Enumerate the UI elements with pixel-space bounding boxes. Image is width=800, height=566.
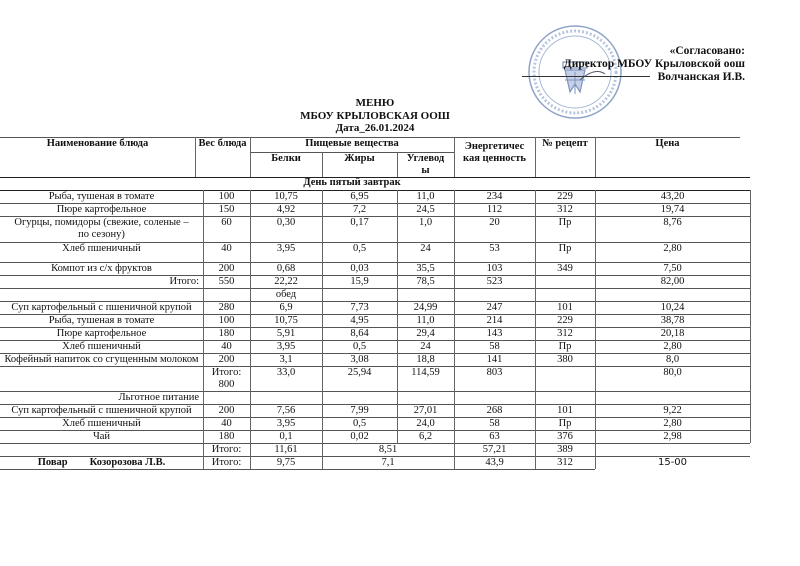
dish-name: Пюре картофельное: [56, 328, 147, 339]
dish-name: Хлеб пшеничный: [62, 418, 141, 429]
table-column-divider: [397, 301, 398, 404]
cell-weight: 200: [218, 354, 235, 365]
table-column-divider: [595, 443, 596, 456]
cell-weight: 150: [218, 204, 235, 215]
cell-fat: 7,73: [350, 302, 369, 313]
cell-protein: 10,75: [274, 315, 298, 326]
cell-energy: 112: [486, 204, 503, 215]
cell-energy: 63: [489, 431, 500, 442]
dish-name: Пюре картофельное: [56, 204, 147, 215]
cell-weight: 40: [221, 243, 232, 254]
cell-price: 10,24: [660, 302, 685, 313]
breakfast-total-price: 82,00: [660, 276, 685, 287]
dish-name: Компот из с/х фруктов: [51, 263, 152, 274]
cook-signature: [0, 457, 203, 469]
final-total-label: Итого:: [211, 457, 242, 468]
table-column-divider: [397, 404, 398, 443]
cell-fat: 8,64: [350, 328, 369, 339]
cell-carbs: 1,0: [418, 217, 433, 228]
cell-energy: 58: [489, 418, 500, 429]
table-column-divider: [454, 288, 455, 301]
section-benefit: Льготное питание: [118, 392, 199, 403]
lunch-total-weight: 800: [218, 379, 235, 390]
final-total-price: 15-00: [657, 457, 688, 468]
cell-fat: 0,5: [352, 418, 367, 429]
table-column-divider: [750, 404, 751, 443]
cell-recipe: 229: [557, 315, 573, 326]
table-column-divider: [250, 288, 251, 301]
approval-heading: «Согласовано:: [669, 45, 745, 57]
cell-price: 2,80: [663, 243, 682, 254]
lunch-total-energy: 803: [486, 367, 503, 378]
cell-protein: 0,68: [276, 263, 296, 274]
cell-weight: 40: [221, 341, 232, 352]
dish-name: Суп картофельный с пшеничной крупой: [11, 405, 192, 416]
cell-recipe: 376: [557, 431, 573, 442]
table-column-divider: [322, 190, 323, 288]
cell-carbs: 24: [420, 341, 431, 352]
cell-price: 43,20: [660, 191, 685, 202]
cell-protein: 3,1: [279, 354, 293, 365]
cell-carbs: 35,5: [416, 263, 435, 274]
cell-energy: 268: [486, 405, 503, 416]
cell-weight: 100: [218, 191, 235, 202]
cell-protein: 6,9: [279, 302, 293, 313]
table-column-divider: [203, 190, 204, 288]
table-column-divider: [595, 404, 596, 443]
cell-price: 2,80: [663, 418, 682, 429]
table-column-divider: [250, 404, 251, 443]
cell-fat: 3,08: [350, 354, 369, 365]
table-column-divider: [595, 190, 596, 288]
table-column-divider: [535, 190, 536, 288]
cell-protein: 3,95: [276, 418, 296, 429]
header-energy: Энергетичес: [464, 141, 525, 152]
cell-recipe: Пр: [558, 341, 572, 352]
cell-fat: 4,95: [350, 315, 369, 326]
cell-energy: 103: [486, 263, 503, 274]
cell-energy: 58: [489, 341, 500, 352]
dish-name: Суп картофельный с пшеничной крупой: [11, 302, 192, 313]
table-column-divider: [454, 443, 455, 456]
table-column-divider: [203, 301, 204, 404]
table-column-divider: [535, 443, 536, 456]
cell-energy: 234: [486, 191, 503, 202]
table-row-divider: [0, 288, 750, 289]
final-total-recipe: 312: [557, 457, 573, 468]
cell-protein: 7,56: [276, 405, 296, 416]
cell-recipe: 101: [557, 302, 573, 313]
benefit-total-fat-carbs: 8,51: [378, 444, 398, 455]
cell-carbs: 24,0: [416, 418, 435, 429]
cell-weight: 100: [218, 315, 235, 326]
cell-fat: 0,03: [350, 263, 369, 274]
table-column-divider: [454, 301, 455, 404]
menu-date: Дата_26.01.2024: [335, 122, 415, 134]
cell-carbs: 11,0: [416, 315, 435, 326]
header-fat: Жиры: [344, 153, 375, 164]
final-total-protein: 9,75: [276, 457, 296, 468]
table-column-divider: [203, 443, 204, 456]
cell-recipe: 229: [557, 191, 573, 202]
lunch-total-carbs: 114,59: [411, 367, 440, 378]
table-column-divider: [397, 190, 398, 288]
cell-protein: 3,95: [276, 341, 296, 352]
dish-name: Рыба, тушеная в томате: [48, 191, 155, 202]
cell-protein: 4,92: [276, 204, 296, 215]
lunch-total-label: [203, 367, 250, 391]
table-column-divider: [397, 288, 398, 301]
breakfast-total-protein: 22,22: [274, 276, 298, 287]
cell-price: 8,76: [663, 217, 682, 228]
table-column-divider: [454, 456, 455, 469]
cell-carbs: 29,4: [416, 328, 435, 339]
breakfast-row-name: [0, 217, 203, 242]
final-total-fat-carbs: 7,1: [381, 457, 395, 468]
table-column-divider: [322, 404, 323, 443]
school-title: МБОУ КРЫЛОВСКАЯ ООШ: [300, 109, 450, 122]
dish-name: Хлеб пшеничный: [62, 341, 141, 352]
table-column-divider: [322, 443, 323, 456]
approval-signer: Волчанская И.В.: [657, 71, 745, 83]
cell-fat: 7,2: [352, 204, 367, 215]
cell-carbs: 18,8: [416, 354, 435, 365]
table-column-divider: [535, 137, 536, 177]
cell-carbs: 6,2: [418, 431, 433, 442]
cell-price: 20,18: [660, 328, 685, 339]
breakfast-total-label: Итого:: [169, 276, 199, 287]
dish-name: Рыба, тушеная в томате: [48, 315, 155, 326]
lunch-total-protein: 33,0: [276, 367, 296, 378]
menu-title: МЕНЮ: [355, 97, 395, 109]
benefit-total-label: Итого:: [211, 444, 242, 455]
header-protein: Белки: [271, 153, 301, 164]
table-column-divider: [595, 301, 596, 404]
breakfast-total-energy: 523: [486, 276, 503, 287]
table-column-divider: [195, 137, 196, 177]
cell-fat: 7,99: [350, 405, 369, 416]
table-column-divider: [250, 137, 251, 177]
cell-recipe: Пр: [558, 217, 572, 228]
table-column-divider: [454, 137, 455, 177]
document-titles: [250, 97, 500, 135]
cell-recipe: Пр: [558, 243, 572, 254]
table-column-divider: [595, 288, 596, 301]
cell-price: 19,74: [660, 204, 685, 215]
cell-price: 9,22: [663, 405, 682, 416]
lunch-total-price: 80,0: [663, 367, 682, 378]
dish-name: Кофейный напиток со сгущенным молоком: [4, 354, 199, 365]
table-column-divider: [250, 190, 251, 288]
cell-recipe: 101: [557, 405, 573, 416]
header-recipe: № рецепт: [542, 138, 588, 149]
cook-label: Повар: [37, 457, 68, 468]
cell-fat: 0,17: [350, 217, 369, 228]
table-column-divider: [203, 288, 204, 301]
cell-energy: 141: [486, 354, 503, 365]
lunch-total-recipe: [535, 367, 595, 379]
table-column-divider: [454, 190, 455, 288]
cell-fat: 6,95: [350, 191, 369, 202]
cell-recipe: 312: [557, 328, 573, 339]
cell-protein: 5,91: [276, 328, 296, 339]
table-column-divider: [535, 301, 536, 404]
cell-price: 8,0: [665, 354, 680, 365]
cell-weight: 200: [218, 263, 235, 274]
cell-recipe: 349: [557, 263, 573, 274]
cell-energy: 20: [489, 217, 500, 228]
table-column-divider: [595, 137, 596, 177]
table-column-divider: [203, 456, 204, 469]
table-column-divider: [750, 301, 751, 404]
table-column-divider: [535, 288, 536, 301]
header-carbs: Углевод: [406, 153, 445, 164]
cell-carbs: 27,01: [413, 405, 438, 416]
lunch-total-text: Итого:: [211, 367, 242, 378]
header-dish-weight: Вес блюда: [198, 138, 247, 149]
cell-weight: 180: [218, 431, 235, 442]
final-total-energy: 43,9: [485, 457, 504, 468]
table-column-divider: [250, 443, 251, 456]
table-row-divider: [0, 469, 595, 470]
approval-block: [560, 45, 745, 84]
table-column-divider: [322, 288, 323, 301]
section-breakfast: День пятый завтрак: [303, 177, 401, 188]
approval-position: Директор МБОУ Крыловской оош: [563, 58, 745, 70]
table-column-divider: [535, 404, 536, 443]
cell-protein: 0,30: [276, 217, 296, 228]
table-column-divider: [250, 301, 251, 404]
cell-recipe: 312: [557, 204, 573, 215]
table-column-divider: [595, 456, 596, 469]
cell-carbs: 11,0: [416, 191, 435, 202]
header-price: Цена: [655, 138, 680, 149]
breakfast-total-weight: 550: [218, 276, 235, 287]
lunch-total-fat: 25,94: [347, 367, 372, 378]
header-dish-name: Наименование блюда: [46, 138, 149, 149]
header-carbs-cont: ы: [421, 165, 430, 176]
breakfast-total-fat: 15,9: [350, 276, 369, 287]
cell-price: 7,50: [663, 263, 682, 274]
benefit-total-recipe: 389: [557, 444, 573, 455]
section-lunch: обед: [275, 289, 297, 300]
cell-price: 2,80: [663, 341, 682, 352]
cell-protein: 3,95: [276, 243, 296, 254]
table-column-divider: [397, 152, 398, 177]
cook-name: Козорозова Л.В.: [89, 457, 166, 468]
cell-energy: 247: [486, 302, 503, 313]
table-column-divider: [250, 456, 251, 469]
table-column-divider: [203, 404, 204, 443]
cell-fat: 0,5: [352, 341, 367, 352]
cell-weight: 180: [218, 328, 235, 339]
cell-price: 2,98: [663, 431, 682, 442]
cell-energy: 143: [486, 328, 503, 339]
cell-energy: 53: [489, 243, 500, 254]
dish-name-cont: по сезону): [78, 229, 125, 240]
cell-carbs: 24: [420, 243, 431, 254]
benefit-total-protein: 11,61: [274, 444, 298, 455]
dish-name: Огурцы, помидоры (свежие, соленые –: [14, 217, 189, 228]
table-column-divider: [322, 152, 323, 177]
dish-name: Чай: [92, 431, 111, 442]
cell-fat: 0,5: [352, 243, 367, 254]
cell-weight: 40: [221, 418, 232, 429]
table-column-divider: [454, 404, 455, 443]
table-column-divider: [322, 456, 323, 469]
header-energy-cont: кая ценность: [463, 153, 526, 164]
cell-weight: 280: [218, 302, 235, 313]
cell-protein: 0,1: [279, 431, 293, 442]
breakfast-total-recipe: [535, 276, 595, 288]
cell-recipe: 380: [557, 354, 573, 365]
dish-name: Хлеб пшеничный: [62, 243, 141, 254]
benefit-total-energy: 57,21: [482, 444, 507, 455]
cell-protein: 10,75: [274, 191, 298, 202]
table-column-divider: [535, 456, 536, 469]
breakfast-total-carbs: 78,5: [416, 276, 435, 287]
header-nutrients: Пищевые вещества: [305, 138, 399, 149]
cell-price: 38,78: [660, 315, 685, 326]
cell-weight: 60: [221, 217, 232, 228]
cell-fat: 0,02: [350, 431, 369, 442]
cell-energy: 214: [486, 315, 503, 326]
cell-carbs: 24,99: [413, 302, 438, 313]
table-column-divider: [750, 190, 751, 301]
cell-weight: 200: [218, 405, 235, 416]
cell-recipe: Пр: [558, 418, 572, 429]
table-column-divider: [322, 301, 323, 404]
cell-carbs: 24,5: [416, 204, 435, 215]
